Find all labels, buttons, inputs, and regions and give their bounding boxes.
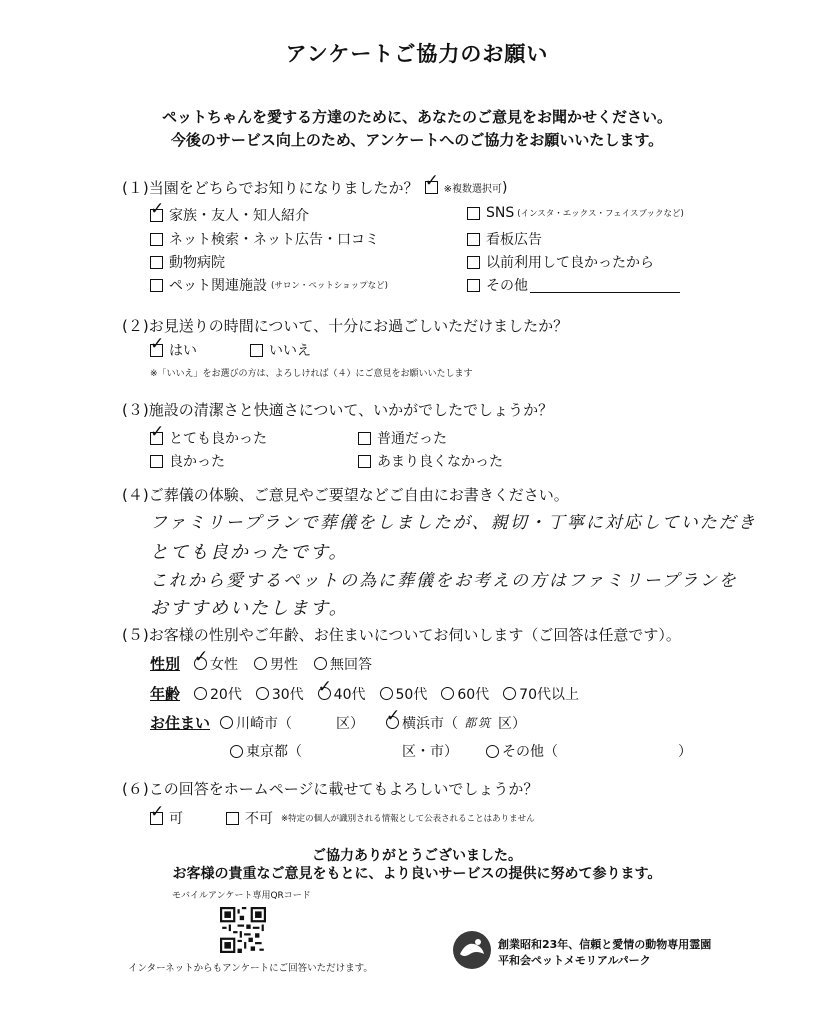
intro-line-1: ペットちゃんを愛する方達のために、あなたのご意見をお聞かせください。 — [161, 108, 672, 126]
q1-pet-facility-note: (サロン・ペットショップなど) — [271, 281, 388, 291]
age-60s-label: 60代 — [457, 686, 490, 703]
q4-answer-line-1: ファミリープランで葬儀をしましたが、親切・丁寧に対応していただき — [150, 513, 757, 533]
q1-question-text: (１)当園をどちらでお知りになりましたか？ — [122, 179, 419, 197]
residence-yokohama-radio[interactable] — [386, 706, 401, 729]
age-50s-label: 50代 — [395, 686, 428, 703]
residence-yokohama-written: 都筑 — [464, 716, 493, 730]
q6-option-ok[interactable] — [150, 801, 183, 828]
thanks-line-1: ご協力ありがとうございました。 — [312, 848, 522, 864]
residence-yokohama-label: 横浜市（ — [402, 715, 459, 732]
residence-tokyo-radio[interactable] — [230, 745, 243, 758]
q3-very-good-checkbox[interactable] — [150, 421, 165, 445]
multi-select-checkbox-icon — [424, 171, 439, 194]
q4-question: (４)ご葬儀の体験、ご意見やご要望などご自由にお書きください。 — [122, 486, 569, 504]
check-mark-icon: ✓ — [424, 171, 439, 191]
q1-option-other[interactable] — [467, 275, 680, 295]
q3-normal-label: 普通だった — [377, 431, 447, 447]
gender-none-label: 無回答 — [330, 656, 373, 673]
age-70s-radio[interactable] — [503, 687, 516, 700]
q2-option-yes[interactable] — [150, 333, 197, 360]
q3-very-good-label: とても良かった — [169, 431, 267, 447]
age-label: 年齢 — [150, 685, 181, 703]
q2-no-label: いいえ — [269, 343, 311, 359]
residence-other-close: ） — [678, 744, 692, 760]
q4-answer-line-3: これから愛するペットの為に葬儀をお考えの方はファミリープランを — [150, 571, 738, 591]
q2-yes-checkbox[interactable] — [150, 333, 165, 357]
age-20s-radio[interactable] — [194, 687, 207, 700]
q1-other-input[interactable] — [530, 278, 680, 293]
q6-ng-checkbox[interactable] — [226, 812, 239, 825]
age-40s-radio[interactable] — [317, 677, 332, 700]
q3-not-good-checkbox[interactable] — [358, 455, 371, 468]
q1-option-sns[interactable] — [467, 205, 684, 221]
gender-label: 性別 — [150, 655, 181, 673]
q1-option-pet-facility[interactable] — [150, 275, 388, 295]
company-logo-icon — [452, 930, 492, 970]
q1-option-family[interactable] — [150, 198, 309, 225]
q1-sns-note: (インスタ・エックス・フェイスブックなど) — [517, 209, 684, 219]
q5-gender-row — [150, 647, 373, 674]
q3-normal-checkbox[interactable] — [358, 432, 371, 445]
check-mark-icon: ✓ — [150, 198, 165, 219]
q1-signboard-label: 看板広告 — [486, 232, 542, 248]
gender-female-radio[interactable] — [194, 647, 209, 670]
q5-age-row — [150, 677, 579, 704]
q2-option-no[interactable] — [250, 340, 311, 360]
q6-ok-checkbox[interactable] — [150, 801, 165, 825]
q5-residence-row-2 — [230, 741, 692, 761]
q1-question: (１)当園をどちらでお知りになりましたか？ ✓ ※複数選択可 ) — [122, 171, 508, 197]
q3-option-not-good[interactable] — [358, 451, 503, 471]
q1-other-label: その他 — [486, 278, 528, 294]
q1-option-prev[interactable] — [467, 252, 654, 272]
q6-ok-label: 可 — [169, 811, 183, 827]
intro-line-2: 今後のサービス向上のため、アンケートへのご協力をお願いいたします。 — [170, 131, 664, 149]
q1-other-checkbox[interactable] — [467, 279, 480, 292]
residence-other-radio[interactable] — [486, 745, 499, 758]
q2-no-checkbox[interactable] — [250, 344, 263, 357]
q4-answer-line-2: とても良かったです。 — [150, 542, 349, 563]
qr-footer: インターネットからもアンケートにご回答いただけます。 — [128, 963, 373, 974]
q2-note: ※「いいえ」をお選びの方は、よろしければ（４）にご意見をお願いいたします — [150, 369, 473, 379]
q2-question: (２)お見送りの時間について、十分にお過ごしいただけましたか？ — [122, 317, 569, 335]
residence-kawasaki-ward: 区） — [336, 715, 365, 732]
q3-option-good[interactable] — [150, 451, 225, 471]
residence-other-label: その他（ — [502, 744, 558, 760]
age-70s-label: 70代以上 — [519, 686, 579, 703]
q5-question: (５)お客様の性別やご年齢、お住まいについてお伺いします（ご回答は任意です）。 — [122, 626, 681, 644]
q3-question: (３)施設の清潔さと快適さについて、いかがでしたでしょうか？ — [122, 401, 554, 419]
company-name: 平和会ペットメモリアルパーク — [498, 954, 651, 967]
gender-none-radio[interactable] — [314, 657, 327, 670]
residence-tokyo-label: 東京都（ — [246, 744, 302, 760]
age-40s-label: 40代 — [333, 686, 366, 703]
check-mark-icon: ✓ — [150, 333, 165, 354]
qr-code-icon[interactable] — [220, 907, 266, 953]
residence-kawasaki-radio[interactable] — [220, 716, 233, 729]
q3-not-good-label: あまり良くなかった — [377, 454, 503, 470]
age-20s-label: 20代 — [210, 686, 242, 703]
gender-male-radio[interactable] — [254, 657, 267, 670]
age-60s-radio[interactable] — [441, 687, 454, 700]
residence-yokohama-ward: 区） — [498, 715, 527, 732]
thanks-line-2: お客様の貴重なご意見をもとに、より良いサービスの提供に努めて参ります。 — [172, 866, 662, 882]
q3-option-normal[interactable] — [358, 428, 447, 448]
residence-tokyo-ward: 区・市） — [402, 744, 458, 760]
q1-signboard-checkbox[interactable] — [467, 233, 480, 246]
qr-caption: モバイルアンケート専用QRコード — [172, 891, 311, 901]
gender-female-label: 女性 — [210, 656, 239, 673]
q1-sns-label: SNS — [486, 205, 515, 221]
q5-residence-row-1 — [150, 706, 527, 733]
check-mark-icon: ✓ — [194, 647, 209, 667]
q1-option-vet[interactable] — [150, 252, 225, 272]
q1-prev-checkbox[interactable] — [467, 256, 480, 269]
q1-pet-facility-checkbox[interactable] — [150, 279, 163, 292]
q1-vet-checkbox[interactable] — [150, 256, 163, 269]
q1-option-signboard[interactable] — [467, 229, 542, 249]
company-tagline: 創業昭和23年、信頼と愛情の動物専用霊園 — [498, 938, 712, 951]
q4-answer-line-4: おすすめいたします。 — [150, 598, 349, 619]
check-mark-icon: ✓ — [386, 706, 401, 726]
gender-male-label: 男性 — [270, 656, 299, 673]
check-mark-icon: ✓ — [317, 677, 332, 697]
q2-yes-label: はい — [169, 343, 197, 359]
q1-family-checkbox[interactable] — [150, 198, 165, 222]
q1-prev-label: 以前利用して良かったから — [486, 255, 654, 271]
check-mark-icon: ✓ — [150, 421, 165, 442]
q1-sns-checkbox[interactable] — [467, 207, 480, 220]
q1-option-net[interactable] — [150, 229, 379, 249]
q1-vet-label: 動物病院 — [169, 255, 225, 271]
age-30s-radio[interactable] — [256, 687, 269, 700]
q1-family-label: 家族・友人・知人紹介 — [169, 208, 309, 224]
q3-good-label: 良かった — [169, 454, 225, 470]
multi-select-note: ※複数選択可 — [443, 184, 502, 195]
q6-question: (６)この回答をホームページに載せてもよろしいでしょうか？ — [122, 780, 539, 798]
q1-pet-facility-label: ペット関連施設 — [169, 278, 267, 294]
q6-option-ng[interactable] — [226, 808, 535, 828]
residence-label: お住まい — [150, 714, 211, 732]
q3-option-very-good[interactable] — [150, 421, 267, 448]
q6-ng-label: 不可 — [245, 811, 273, 827]
q1-net-label: ネット検索・ネット広告・口コミ — [169, 232, 379, 248]
age-30s-label: 30代 — [271, 686, 304, 703]
page-title: アンケートご協力のお願い — [285, 42, 549, 66]
q1-net-checkbox[interactable] — [150, 233, 163, 246]
q3-good-checkbox[interactable] — [150, 455, 163, 468]
check-mark-icon: ✓ — [150, 801, 165, 822]
age-50s-radio[interactable] — [380, 687, 393, 700]
q6-note: ※特定の個人が識別される情報として公表されることはありません — [281, 814, 535, 824]
residence-kawasaki-label: 川崎市（ — [236, 715, 293, 732]
